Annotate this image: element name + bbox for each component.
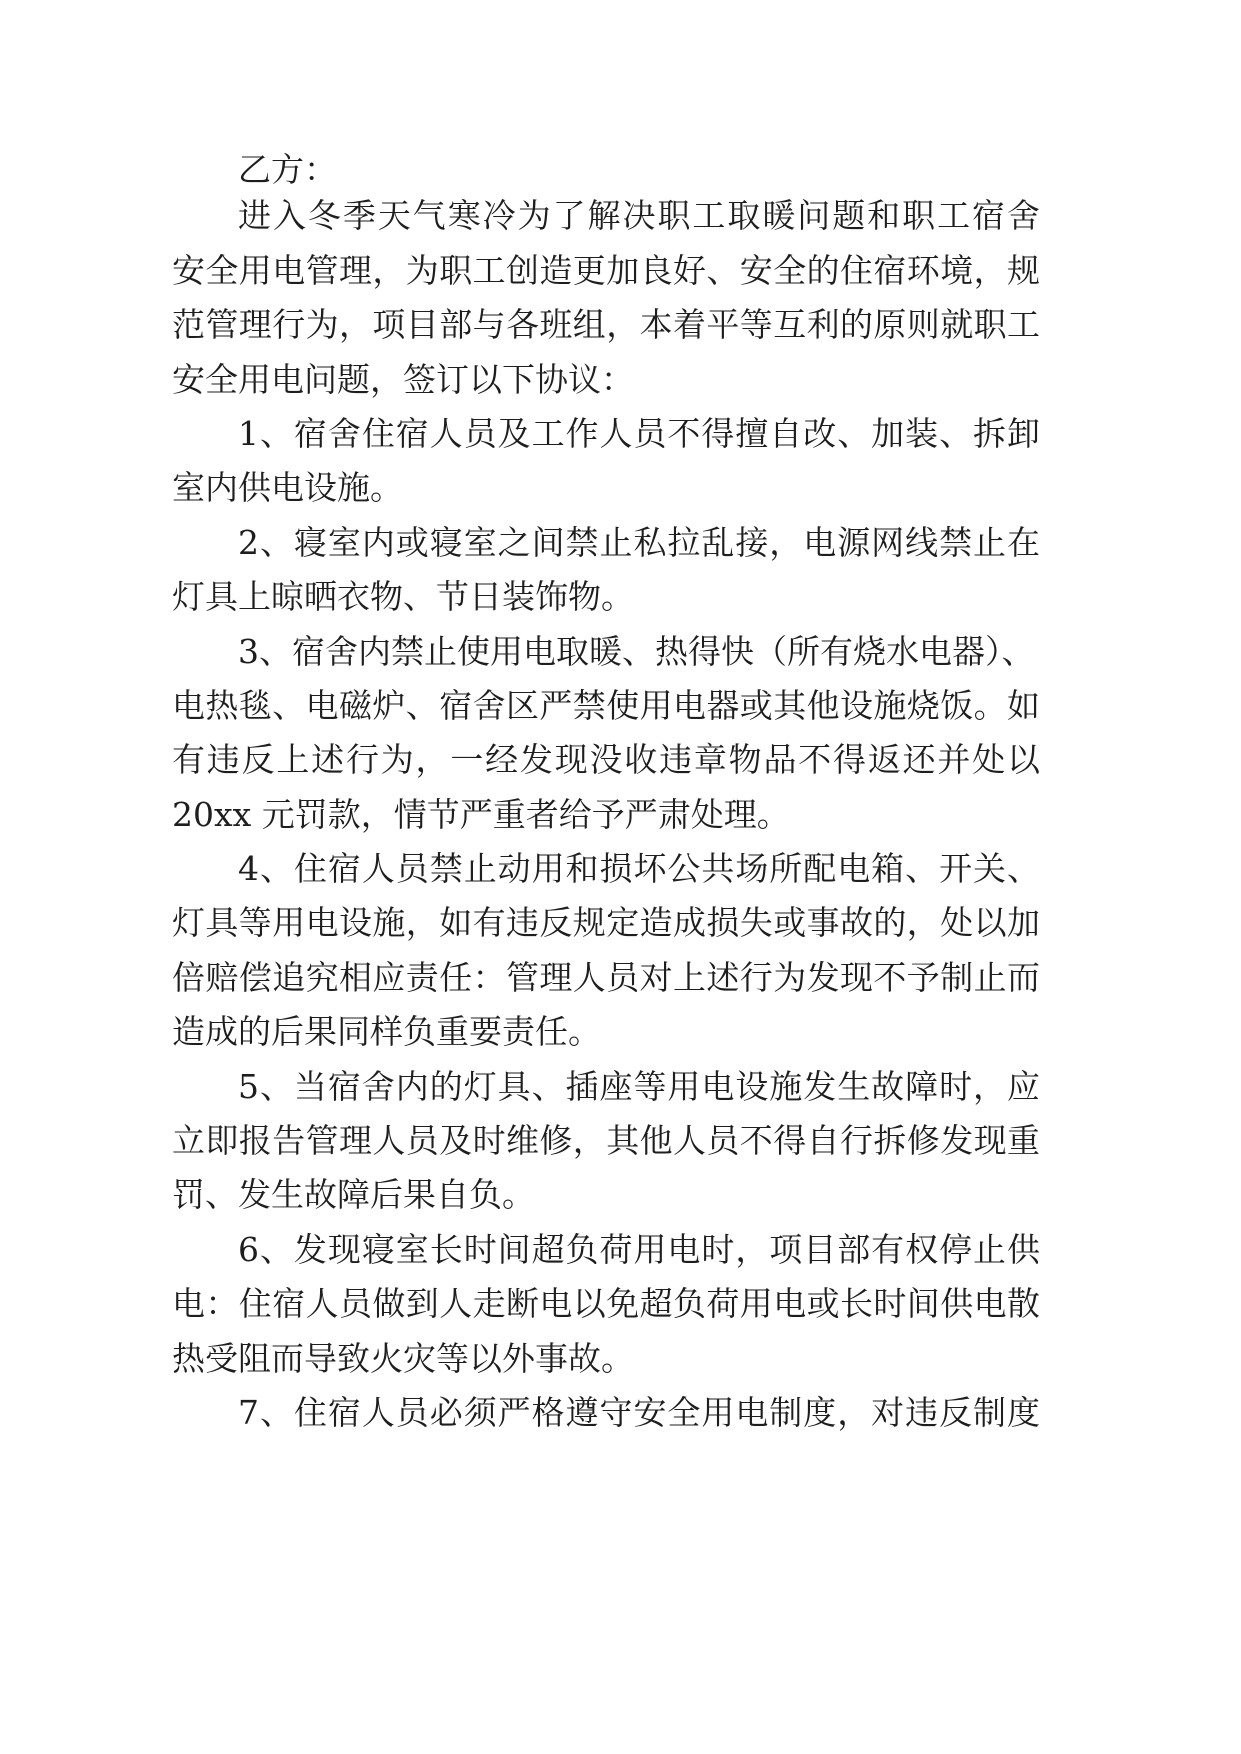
paragraph-line: 电热毯、电磁炉、宿舍区严禁使用电器或其他设施烧饭。如	[172, 685, 1040, 725]
paragraph-line: 乙方：	[238, 150, 337, 189]
paragraph-line: 安全用电管理，为职工创造更加良好、安全的住宿环境，规	[172, 250, 1040, 290]
paragraph-line: 电：住宿人员做到人走断电以免超负荷用电或长时间供电散	[172, 1284, 1040, 1324]
paragraph-line: 倍赔偿追究相应责任：管理人员对上述行为发现不予制止而	[172, 957, 1040, 997]
paragraph-line: 20xx 元罚款，情节严重者给予严肃处理。	[172, 794, 790, 834]
paragraph-line: 3、宿舍内禁止使用电取暖、热得快（所有烧水电器）、	[238, 631, 1035, 671]
paragraph-line: 室内供电设施。	[172, 468, 403, 508]
paragraph-line: 进入冬季天气寒冷为了解决职工取暖问题和职工宿舍	[238, 196, 1040, 236]
clause-4	[172, 842, 1040, 1060]
clause-7	[172, 1386, 1040, 1440]
clause-6	[172, 1223, 1040, 1386]
paragraph-line: 4、住宿人员禁止动用和损坏公共场所配电箱、开关、	[238, 849, 1040, 889]
paragraph-line: 1、宿舍住宿人员及工作人员不得擅自改、加装、拆卸	[238, 413, 1040, 453]
paragraph-line: 罚、发生故障后果自负。	[172, 1175, 535, 1215]
paragraph-line: 7、住宿人员必须严格遵守安全用电制度，对违反制度	[238, 1392, 1040, 1432]
paragraph-line: 5、当宿舍内的灯具、插座等用电设施发生故障时，应	[238, 1066, 1040, 1106]
paragraph-line: 6、发现寝室长时间超负荷用电时，项目部有权停止供	[238, 1229, 1040, 1269]
paragraph-line: 安全用电问题，签订以下协议：	[172, 359, 634, 399]
paragraph-line: 有违反上述行为，一经发现没收违章物品不得返还并处以	[172, 740, 1040, 780]
paragraph-line: 灯具上晾晒衣物、节日装饰物。	[172, 577, 634, 617]
clause-2	[172, 516, 1040, 625]
clause-3	[172, 625, 1040, 843]
clause-1	[172, 407, 1040, 516]
paragraph-line: 立即报告管理人员及时维修，其他人员不得自行拆修发现重	[172, 1121, 1040, 1161]
intro-paragraph	[172, 189, 1040, 407]
paragraph-line: 灯具等用电设施，如有违反规定造成损失或事故的，处以加	[172, 903, 1040, 943]
paragraph-line: 范管理行为，项目部与各班组，本着平等互利的原则就职工	[172, 305, 1040, 345]
paragraph-line: 造成的后果同样负重要责任。	[172, 1012, 601, 1052]
paragraph-line: 2、寝室内或寝室之间禁止私拉乱接，电源网线禁止在	[238, 522, 1040, 562]
clause-5	[172, 1060, 1040, 1223]
paragraph-line: 热受阻而导致火灾等以外事故。	[172, 1338, 634, 1378]
document-body	[172, 143, 1040, 1440]
